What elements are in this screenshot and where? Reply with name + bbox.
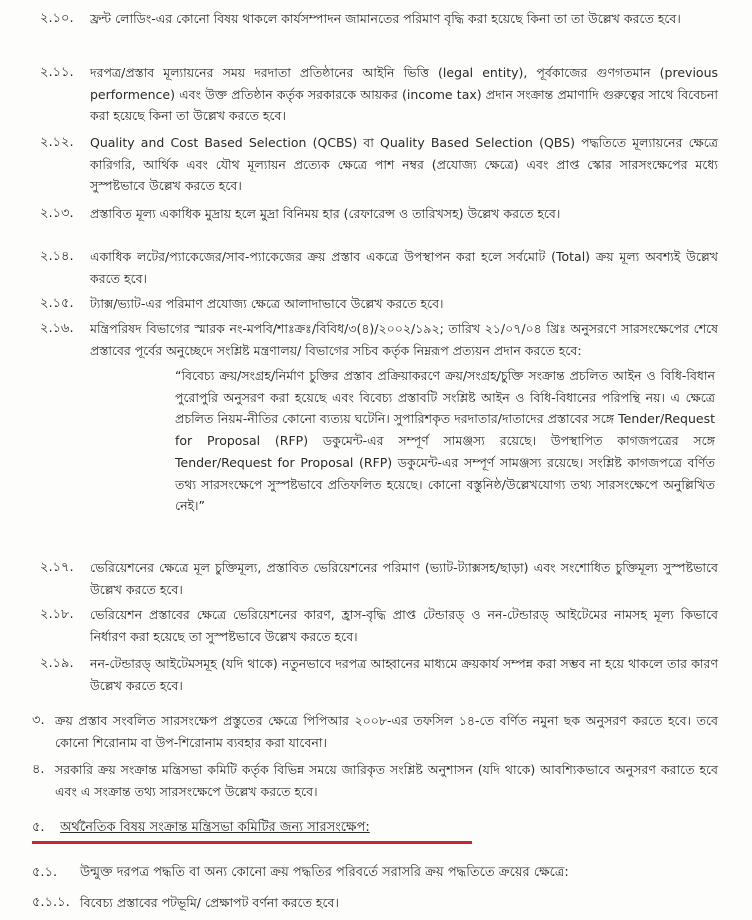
item-text: ভেরিয়েশন প্রস্তাবের ক্ষেত্রে ভেরিয়েশনের কারণ, হ্রাস-বৃদ্ধি প্রাপ্ত টেন্ডারড্ ও নন-টেন্ডারড্ আইটেমের নামসহ মূল্য কিভাবে নির্ধারণ করা হয়েছে তা সুস্পষ্টভাবে উল্লেখ করতে হবে। — [90, 607, 718, 644]
item-number: ২.১৬. — [40, 321, 74, 336]
item-number: ২.১৪. — [40, 249, 74, 264]
item-text: ফ্রন্ট লোডিং-এর কোনো বিষয় থাকলে কার্যসম্পাদন জামানতের পরিমাণ বৃদ্ধি করা হয়েছে কিনা তা তা উল্লেখ করতে হবে। — [90, 11, 681, 26]
item-text: একাধিক লটের/প্যাকেজের/সাব-প্যাকেজের ক্রয় প্রস্তাব একত্রে উপস্থাপন করা হলে সর্বমোট (Total) ক্রয় মূল্য অবশ্যই উল্লেখ করতে হবে। — [90, 249, 718, 286]
item-number: ২.১৮. — [40, 607, 74, 622]
item-number: ৫.১.১. — [32, 895, 70, 910]
item-text: বিবেচ্য প্রস্তাবের পটভূমি/ প্রেক্ষাপট বর্ণনা করতে হবে। — [80, 895, 339, 910]
certification-quote: “বিবেচ্য ক্রয়/সংগ্রহ/নির্মাণ চুক্তির প্রস্তাব প্রক্রিয়াকরণে ক্রয়/সংগ্রহ/চুক্তি সংক্রান্ত প্রচলিত আইন ও বিধি-বিধান পুরোপুরি অনুসরণ করা হয়েছে এবং বিবেচ্য প্রস্তাবটি সংশ্লিষ্ট আইন ও বিধি-বিধানের পরিপন্থি নয়। এ ক্ষেত্রে প্রচলিত নিয়ম-নীতির কোনো ব্যত্যয় ঘটেনি। সুপারিশকৃত দরদাতার/দাতাদের প্রস্তাবের সঙ্গে Tender/Request for Proposal (RFP) ডকুমেন্ট-এর সম্পূর্ণ সামঞ্জস্য রয়েছে। উপস্থাপিত কাগজপত্রের সঙ্গে Tender/Request for Proposal (RFP) ডকুমেন্ট-এর সম্পূর্ণ সামঞ্জস্য রয়েছে। সংশ্লিষ্ট কাগজপত্রে বর্ণিত তথ্য সারসংক্ষেপে সুস্পষ্টভাবে প্রতিফলিত হয়েছে। কোনো বস্তুনিষ্ঠ/উল্লেখযোগ্য তথ্য সারসংক্ষেপে অনুল্লিখিত নেই।” — [175, 368, 715, 514]
item-number: ২.১১. — [40, 65, 74, 80]
item-text: ট্যাক্স/ভ্যাট-এর পরিমাণ প্রযোজ্য ক্ষেত্রে আলাদাভাবে উল্লেখ করতে হবে। — [90, 296, 444, 311]
item-number: ২.১৭. — [40, 560, 74, 575]
item-number: ২.১২. — [40, 135, 74, 150]
item-text: Quality and Cost Based Selection (QCBS) বা Quality Based Selection (QBS) পদ্ধতিতে মূল্যায়নের ক্ষেত্রে কারিগরি, আর্থিক এবং যৌথ মূল্যায়ন প্রত্যেক ক্ষেত্রে পাশ নম্বর (প্রযোজ্য ক্ষেত্রে) এবং প্রাপ্ত স্কোর সারসংক্ষেপের মধ্যে সুস্পষ্টভাবে উল্লেখ করতে হবে। — [90, 135, 718, 193]
item-text: নন-টেন্ডারড্ আইটেমসমূহ (যদি থাকে) নতুনভাবে দরপত্র আহ্বানের মাধ্যমে ক্রয়কার্য সম্পন্ন করা সম্ভব না হয়ে থাকলে তার কারণ উল্লেখ করতে হবে। — [90, 656, 718, 693]
item-number: ৪. — [32, 762, 45, 777]
item-number: ৫.১. — [32, 865, 58, 880]
section-title: অর্থনৈতিক বিষয় সংক্রান্ত মন্ত্রিসভা কমিটির জন্য সারসংক্ষেপ: — [60, 820, 370, 835]
item-text: দরপত্র/প্রস্তাব মূল্যায়নের সময় দরদাতা প্রতিষ্ঠানের আইনি ভিত্তি (legal entity), পূর্বকাজের গুণগতমান (previous performence) এবং উক্ত প্রতিষ্ঠান কর্তৃক সরকারকে আয়কর (income tax) প্রদান সংক্রান্ত প্রমাণাদি গুরুত্বের সাথে বিবেচনা করা হয়েছে কিনা তা উল্লেখ করতে হবে। — [90, 65, 718, 123]
item-number: ২.১০. — [40, 11, 74, 26]
item-text: মন্ত্রিপরিষদ বিভাগের স্মারক নং-মপবি/শাঃক্রঃ/বিবিধ/৩(৪)/২০০২/১৯২; তারিখ ২১/০৭/০৪ খ্রিঃ অনুসরণে সারসংক্ষেপের শেষে প্রস্তাবের পূর্বের অনুচ্ছেদে সংশ্লিষ্ট মন্ত্রণালয়/ বিভাগের সচিব কর্তৃক নিম্নরূপ প্রত্যয়ন প্রদান করতে হবে: — [90, 321, 718, 358]
item-text: সরকারি ক্রয় সংক্রান্ত মন্ত্রিসভা কমিটি কর্তৃক বিভিন্ন সময়ে জারিকৃত সংশ্লিষ্ট অনুশাসন (যদি থাকে) আবশ্যিকভাবে অনুসরণ করাতে হবে এবং এ সংক্রান্ত তথ্য সারসংক্ষেপে উল্লেখ করতে হবে। — [55, 762, 718, 799]
item-text: ক্রয় প্রস্তাব সংবলিত সারসংক্ষেপ প্রস্তুতের ক্ষেত্রে পিপিআর ২০০৮-এর তফসিল ১৪-তে বর্ণিত নমুনা ছক অনুসরণ করতে হবে। তবে কোনো শিরোনাম বা উপ-শিরোনাম ব্যবহার করা যাবেনা। — [55, 713, 718, 750]
item-text: উন্মুক্ত দরপত্র পদ্ধতি বা অন্য কোনো ক্রয় পদ্ধতির পরিবর্তে সরাসরি ক্রয় পদ্ধতিতে ক্রয়ের ক্ষেত্রে: — [80, 865, 569, 880]
item-number: ২.১৫. — [40, 296, 74, 311]
item-number: ২.১৩. — [40, 206, 74, 221]
item-text: ভেরিয়েশনের ক্ষেত্রে মূল চুক্তিমূল্য, প্রস্তাবিত ভেরিয়েশনের পরিমাণ (ভ্যাট-ট্যাক্সসহ/ছাড়া) এবং সংশোধিত চুক্তিমূল্য সুস্পষ্টভাবে উল্লেখ করতে হবে। — [90, 560, 718, 597]
section-number: ৫. — [32, 820, 45, 835]
item-text: প্রস্তাবিত মূল্য একাধিক মুদ্রায় হলে মুদ্রা বিনিময় হার (রেফারেন্স ও তারিখসহ) উল্লেখ করতে হবে। — [90, 206, 561, 221]
item-number: ২.১৯. — [40, 656, 74, 671]
section-5-heading — [32, 818, 370, 838]
red-underline — [32, 841, 472, 844]
item-number: ৩. — [32, 713, 45, 728]
